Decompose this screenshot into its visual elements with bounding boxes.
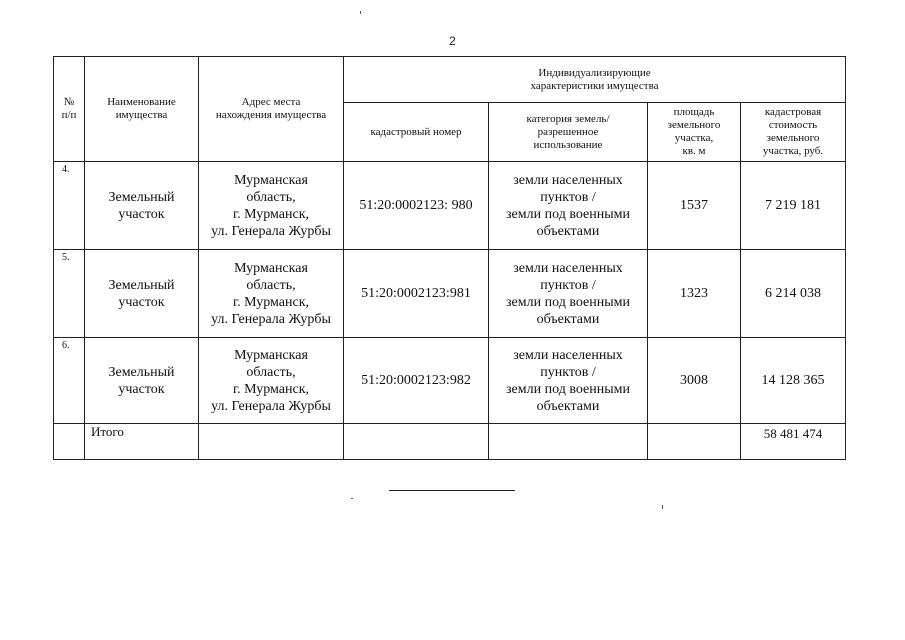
row-address: Мурманская область, г. Мурманск, ул. Генерала Журбы bbox=[199, 250, 344, 338]
row-name: Земельный участок bbox=[85, 162, 199, 250]
scan-speck bbox=[351, 498, 353, 499]
total-empty-cell bbox=[489, 424, 648, 460]
row-area: 3008 bbox=[648, 338, 741, 424]
row-cadastral-number: 51:20:0002123:981 bbox=[344, 250, 489, 338]
row-area: 1323 bbox=[648, 250, 741, 338]
header-land-category: категория земель/ разрешенное использование bbox=[489, 103, 648, 162]
total-row bbox=[54, 424, 846, 460]
row-num: 5. bbox=[54, 250, 85, 338]
total-label: Итого bbox=[85, 424, 199, 460]
total-num-cell bbox=[54, 424, 85, 460]
row-land-category: земли населенных пунктов / земли под военными объектами bbox=[489, 338, 648, 424]
header-address: Адрес места нахождения имущества bbox=[199, 57, 344, 162]
scan-speck bbox=[360, 11, 361, 14]
row-address: Мурманская область, г. Мурманск, ул. Генерала Журбы bbox=[199, 338, 344, 424]
row-address: Мурманская область, г. Мурманск, ул. Генерала Журбы bbox=[199, 162, 344, 250]
scan-speck bbox=[662, 505, 663, 509]
row-cadastral-number: 51:20:0002123:982 bbox=[344, 338, 489, 424]
total-empty-cell bbox=[648, 424, 741, 460]
property-table bbox=[53, 56, 846, 460]
signature-line bbox=[389, 490, 515, 491]
row-cadastral-value: 6 214 038 bbox=[741, 250, 846, 338]
total-empty-cell bbox=[344, 424, 489, 460]
header-cadastral-value: кадастровая стоимость земельного участка, руб. bbox=[741, 103, 846, 162]
row-num: 6. bbox=[54, 338, 85, 424]
total-value: 58 481 474 bbox=[741, 424, 846, 460]
header-characteristics: Индивидуализирующие характеристики имущества bbox=[344, 57, 846, 103]
row-name: Земельный участок bbox=[85, 250, 199, 338]
total-empty-cell bbox=[199, 424, 344, 460]
row-land-category: земли населенных пунктов / земли под военными объектами bbox=[489, 250, 648, 338]
header-area: площадь земельного участка, кв. м bbox=[648, 103, 741, 162]
row-land-category: земли населенных пунктов / земли под военными объектами bbox=[489, 162, 648, 250]
row-cadastral-value: 14 128 365 bbox=[741, 338, 846, 424]
table-row bbox=[54, 250, 846, 338]
table-row bbox=[54, 338, 846, 424]
header-num: № п/п bbox=[54, 57, 85, 162]
row-area: 1537 bbox=[648, 162, 741, 250]
header-name: Наименование имущества bbox=[85, 57, 199, 162]
table-row bbox=[54, 162, 846, 250]
row-cadastral-value: 7 219 181 bbox=[741, 162, 846, 250]
row-cadastral-number: 51:20:0002123: 980 bbox=[344, 162, 489, 250]
header-cadastral-number: кадастровый номер bbox=[344, 103, 489, 162]
row-name: Земельный участок bbox=[85, 338, 199, 424]
page-number: 2 bbox=[449, 34, 456, 48]
row-num: 4. bbox=[54, 162, 85, 250]
